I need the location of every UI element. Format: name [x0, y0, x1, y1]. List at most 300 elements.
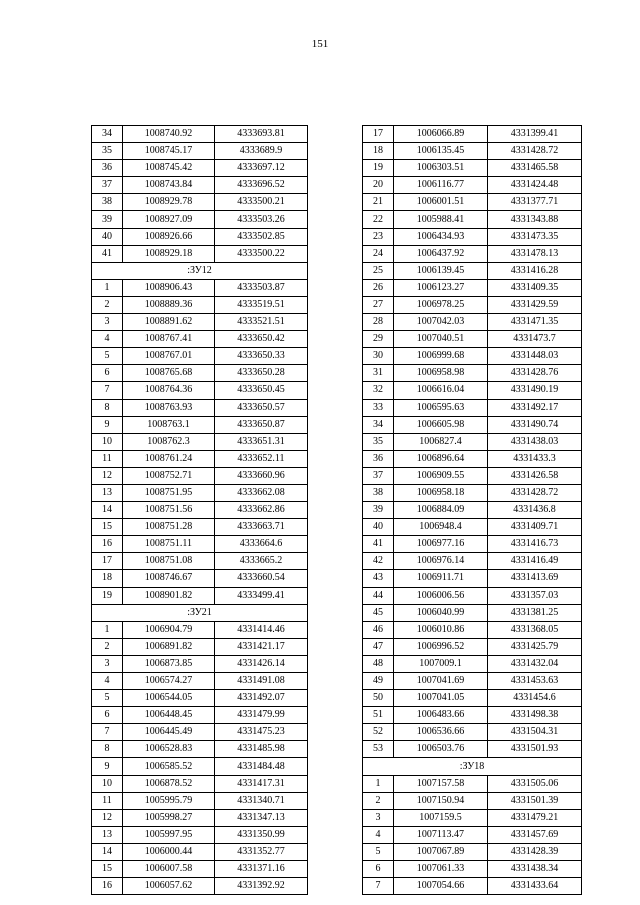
y-coordinate-cell: 4333502.85: [215, 228, 308, 245]
y-coordinate-cell: 4331433.64: [488, 878, 582, 895]
x-coordinate-cell: 1008767.01: [123, 348, 215, 365]
x-coordinate-cell: 1008891.62: [123, 314, 215, 331]
table-row: [92, 809, 308, 826]
x-coordinate-cell: 1007042.03: [394, 314, 488, 331]
x-coordinate-cell: 1006437.92: [394, 245, 488, 262]
point-number-cell: 18: [363, 143, 394, 160]
y-coordinate-cell: 4333651.31: [215, 433, 308, 450]
table-row: [92, 673, 308, 690]
y-coordinate-cell: 4333650.42: [215, 331, 308, 348]
y-coordinate-cell: 4333693.81: [215, 126, 308, 143]
point-number-cell: 19: [92, 587, 123, 604]
table-row: [92, 587, 308, 604]
point-number-cell: 51: [363, 707, 394, 724]
y-coordinate-cell: 4333650.33: [215, 348, 308, 365]
point-number-cell: 1: [92, 279, 123, 296]
point-number-cell: 13: [92, 484, 123, 501]
x-coordinate-cell: 1008752.71: [123, 467, 215, 484]
y-coordinate-cell: 4331492.07: [215, 690, 308, 707]
y-coordinate-cell: 4333503.87: [215, 279, 308, 296]
x-coordinate-cell: 1006483.66: [394, 707, 488, 724]
table-row: [363, 279, 582, 296]
x-coordinate-cell: 1007040.51: [394, 331, 488, 348]
y-coordinate-cell: 4333519.51: [215, 296, 308, 313]
table-row: [363, 382, 582, 399]
table-row: [363, 331, 582, 348]
y-coordinate-cell: 4331436.8: [488, 502, 582, 519]
table-row: [92, 416, 308, 433]
table-row: [363, 245, 582, 262]
y-coordinate-cell: 4331347.13: [215, 809, 308, 826]
table-row: [363, 604, 582, 621]
y-coordinate-cell: 4331479.99: [215, 707, 308, 724]
section-header-row: [92, 262, 308, 279]
point-number-cell: 2: [92, 638, 123, 655]
point-number-cell: 39: [363, 502, 394, 519]
x-coordinate-cell: 1007061.33: [394, 861, 488, 878]
table-row: [92, 399, 308, 416]
y-coordinate-cell: 4333660.54: [215, 570, 308, 587]
point-number-cell: 4: [92, 673, 123, 690]
table-row: [363, 536, 582, 553]
point-number-cell: 14: [92, 502, 123, 519]
point-number-cell: 2: [363, 792, 394, 809]
y-coordinate-cell: 4333500.22: [215, 245, 308, 262]
point-number-cell: 37: [363, 467, 394, 484]
point-number-cell: 50: [363, 690, 394, 707]
x-coordinate-cell: 1008929.18: [123, 245, 215, 262]
y-coordinate-cell: 4331490.19: [488, 382, 582, 399]
table-row: [363, 690, 582, 707]
point-number-cell: 29: [363, 331, 394, 348]
table-row: [363, 724, 582, 741]
table-row: [92, 143, 308, 160]
x-coordinate-cell: 1006448.45: [123, 707, 215, 724]
y-coordinate-cell: 4331350.99: [215, 826, 308, 843]
y-coordinate-cell: 4331471.35: [488, 314, 582, 331]
table-row: [363, 792, 582, 809]
point-number-cell: 2: [92, 296, 123, 313]
table-row: [92, 177, 308, 194]
x-coordinate-cell: 1007150.94: [394, 792, 488, 809]
point-number-cell: 39: [92, 211, 123, 228]
table-row: [92, 741, 308, 758]
table-row: [92, 570, 308, 587]
x-coordinate-cell: 1005988.41: [394, 211, 488, 228]
point-number-cell: 36: [92, 160, 123, 177]
y-coordinate-cell: 4331426.14: [215, 655, 308, 672]
y-coordinate-cell: 4333650.28: [215, 365, 308, 382]
point-number-cell: 34: [92, 126, 123, 143]
x-coordinate-cell: 1006978.25: [394, 296, 488, 313]
x-coordinate-cell: 1008761.24: [123, 450, 215, 467]
point-number-cell: 22: [363, 211, 394, 228]
point-number-cell: 11: [92, 450, 123, 467]
table-row: [363, 228, 582, 245]
point-number-cell: 3: [92, 314, 123, 331]
y-coordinate-cell: 4331490.74: [488, 416, 582, 433]
table-row: [363, 519, 582, 536]
x-coordinate-cell: 1008764.36: [123, 382, 215, 399]
table-row: [363, 809, 582, 826]
y-coordinate-cell: 4333696.52: [215, 177, 308, 194]
x-coordinate-cell: 1005997.95: [123, 826, 215, 843]
point-number-cell: 6: [363, 861, 394, 878]
x-coordinate-cell: 1008745.42: [123, 160, 215, 177]
point-number-cell: 12: [92, 809, 123, 826]
section-header-row: [363, 758, 582, 775]
y-coordinate-cell: 4331414.46: [215, 621, 308, 638]
y-coordinate-cell: 4333499.41: [215, 587, 308, 604]
point-number-cell: 17: [92, 553, 123, 570]
x-coordinate-cell: 1007159.5: [394, 809, 488, 826]
point-number-cell: 10: [92, 775, 123, 792]
x-coordinate-cell: 1006139.45: [394, 262, 488, 279]
point-number-cell: 3: [363, 809, 394, 826]
point-number-cell: 17: [363, 126, 394, 143]
x-coordinate-cell: 1007067.89: [394, 843, 488, 860]
table-row: [363, 433, 582, 450]
table-row: [363, 741, 582, 758]
y-coordinate-cell: 4331343.88: [488, 211, 582, 228]
x-coordinate-cell: 1006948.4: [394, 519, 488, 536]
y-coordinate-cell: 4331453.63: [488, 673, 582, 690]
x-coordinate-cell: 1008889.36: [123, 296, 215, 313]
y-coordinate-cell: 4331473.35: [488, 228, 582, 245]
x-coordinate-cell: 1006884.09: [394, 502, 488, 519]
x-coordinate-cell: 1008929.78: [123, 194, 215, 211]
y-coordinate-cell: 4331438.34: [488, 861, 582, 878]
x-coordinate-cell: 1008926.66: [123, 228, 215, 245]
y-coordinate-cell: 4333662.86: [215, 502, 308, 519]
point-number-cell: 42: [363, 553, 394, 570]
x-coordinate-cell: 1008751.11: [123, 536, 215, 553]
table-row: [92, 536, 308, 553]
point-number-cell: 5: [92, 690, 123, 707]
table-row: [92, 690, 308, 707]
y-coordinate-cell: 4331438.03: [488, 433, 582, 450]
point-number-cell: 9: [92, 758, 123, 775]
table-row: [363, 570, 582, 587]
y-coordinate-cell: 4331416.73: [488, 536, 582, 553]
point-number-cell: 20: [363, 177, 394, 194]
point-number-cell: 16: [92, 536, 123, 553]
page-number: 151: [311, 38, 329, 50]
point-number-cell: 3: [92, 655, 123, 672]
point-number-cell: 26: [363, 279, 394, 296]
x-coordinate-cell: 1006057.62: [123, 878, 215, 895]
y-coordinate-cell: 4331491.08: [215, 673, 308, 690]
y-coordinate-cell: 4333662.08: [215, 484, 308, 501]
point-number-cell: 38: [92, 194, 123, 211]
table-row: [363, 177, 582, 194]
y-coordinate-cell: 4331498.38: [488, 707, 582, 724]
x-coordinate-cell: 1008767.41: [123, 331, 215, 348]
point-number-cell: 13: [92, 826, 123, 843]
x-coordinate-cell: 1007157.58: [394, 775, 488, 792]
x-coordinate-cell: 1006544.05: [123, 690, 215, 707]
y-coordinate-cell: 4333650.87: [215, 416, 308, 433]
point-number-cell: 15: [92, 861, 123, 878]
point-number-cell: 40: [92, 228, 123, 245]
x-coordinate-cell: 1008763.93: [123, 399, 215, 416]
point-number-cell: 21: [363, 194, 394, 211]
y-coordinate-cell: 4331426.58: [488, 467, 582, 484]
table-row: [92, 655, 308, 672]
table-row: [92, 638, 308, 655]
point-number-cell: 40: [363, 519, 394, 536]
table-row: [363, 416, 582, 433]
point-number-cell: 24: [363, 245, 394, 262]
y-coordinate-cell: 4331421.17: [215, 638, 308, 655]
y-coordinate-cell: 4331428.76: [488, 365, 582, 382]
point-number-cell: 48: [363, 655, 394, 672]
x-coordinate-cell: 1008765.68: [123, 365, 215, 382]
point-number-cell: 41: [92, 245, 123, 262]
x-coordinate-cell: 1008763.1: [123, 416, 215, 433]
table-row: [92, 160, 308, 177]
y-coordinate-cell: 4331428.39: [488, 843, 582, 860]
x-coordinate-cell: 1006977.16: [394, 536, 488, 553]
point-number-cell: 35: [92, 143, 123, 160]
y-coordinate-cell: 4331479.21: [488, 809, 582, 826]
point-number-cell: 27: [363, 296, 394, 313]
table-row: [92, 758, 308, 775]
y-coordinate-cell: 4331505.06: [488, 775, 582, 792]
x-coordinate-cell: 1007009.1: [394, 655, 488, 672]
y-coordinate-cell: 4331416.28: [488, 262, 582, 279]
y-coordinate-cell: 4331428.72: [488, 484, 582, 501]
x-coordinate-cell: 1006827.4: [394, 433, 488, 450]
table-row: [92, 775, 308, 792]
table-row: [92, 792, 308, 809]
y-coordinate-cell: 4333664.6: [215, 536, 308, 553]
point-number-cell: 8: [92, 399, 123, 416]
point-number-cell: 36: [363, 450, 394, 467]
point-number-cell: 7: [92, 382, 123, 399]
x-coordinate-cell: 1006958.98: [394, 365, 488, 382]
table-row: [92, 314, 308, 331]
point-number-cell: 19: [363, 160, 394, 177]
table-row: [363, 450, 582, 467]
y-coordinate-cell: 4331485.98: [215, 741, 308, 758]
x-coordinate-cell: 1008751.08: [123, 553, 215, 570]
x-coordinate-cell: 1006999.68: [394, 348, 488, 365]
y-coordinate-cell: 4333650.57: [215, 399, 308, 416]
y-coordinate-cell: 4331381.25: [488, 604, 582, 621]
y-coordinate-cell: 4331417.31: [215, 775, 308, 792]
x-coordinate-cell: 1007041.05: [394, 690, 488, 707]
x-coordinate-cell: 1006010.86: [394, 621, 488, 638]
x-coordinate-cell: 1008927.09: [123, 211, 215, 228]
x-coordinate-cell: 1006585.52: [123, 758, 215, 775]
point-number-cell: 34: [363, 416, 394, 433]
x-coordinate-cell: 1006066.89: [394, 126, 488, 143]
x-coordinate-cell: 1006873.85: [123, 655, 215, 672]
x-coordinate-cell: 1006958.18: [394, 484, 488, 501]
table-row: [363, 502, 582, 519]
y-coordinate-cell: 4333663.71: [215, 519, 308, 536]
x-coordinate-cell: 1008751.56: [123, 502, 215, 519]
section-label: :ЗУ21: [92, 604, 308, 621]
table-row: [363, 861, 582, 878]
x-coordinate-cell: 1008743.84: [123, 177, 215, 194]
point-number-cell: 25: [363, 262, 394, 279]
x-coordinate-cell: 1006996.52: [394, 638, 488, 655]
y-coordinate-cell: 4333521.51: [215, 314, 308, 331]
point-number-cell: 6: [92, 365, 123, 382]
table-row: [363, 484, 582, 501]
point-number-cell: 11: [92, 792, 123, 809]
table-row: [92, 194, 308, 211]
section-label: :ЗУ18: [363, 758, 582, 775]
y-coordinate-cell: 4331484.48: [215, 758, 308, 775]
point-number-cell: 41: [363, 536, 394, 553]
table-row: [363, 467, 582, 484]
table-row: [363, 365, 582, 382]
x-coordinate-cell: 1006528.83: [123, 741, 215, 758]
coordinates-table-right: [362, 125, 582, 895]
point-number-cell: 15: [92, 519, 123, 536]
point-number-cell: 33: [363, 399, 394, 416]
y-coordinate-cell: 4333689.9: [215, 143, 308, 160]
x-coordinate-cell: 1006445.49: [123, 724, 215, 741]
table-row: [363, 262, 582, 279]
point-number-cell: 18: [92, 570, 123, 587]
y-coordinate-cell: 4331429.59: [488, 296, 582, 313]
x-coordinate-cell: 1006616.04: [394, 382, 488, 399]
section-label: :ЗУ12: [92, 262, 308, 279]
y-coordinate-cell: 4331433.3: [488, 450, 582, 467]
point-number-cell: 47: [363, 638, 394, 655]
table-row: [92, 126, 308, 143]
point-number-cell: 44: [363, 587, 394, 604]
x-coordinate-cell: 1007041.69: [394, 673, 488, 690]
y-coordinate-cell: 4331492.17: [488, 399, 582, 416]
x-coordinate-cell: 1008746.67: [123, 570, 215, 587]
point-number-cell: 37: [92, 177, 123, 194]
table-row: [363, 638, 582, 655]
point-number-cell: 43: [363, 570, 394, 587]
y-coordinate-cell: 4331409.71: [488, 519, 582, 536]
x-coordinate-cell: 1006904.79: [123, 621, 215, 638]
x-coordinate-cell: 1006116.77: [394, 177, 488, 194]
y-coordinate-cell: 4331392.92: [215, 878, 308, 895]
x-coordinate-cell: 1006896.64: [394, 450, 488, 467]
table-row: [92, 843, 308, 860]
y-coordinate-cell: 4331424.48: [488, 177, 582, 194]
x-coordinate-cell: 1006891.82: [123, 638, 215, 655]
x-coordinate-cell: 1006595.63: [394, 399, 488, 416]
point-number-cell: 23: [363, 228, 394, 245]
table-row: [92, 450, 308, 467]
point-number-cell: 7: [92, 724, 123, 741]
point-number-cell: 35: [363, 433, 394, 450]
y-coordinate-cell: 4331416.49: [488, 553, 582, 570]
table-row: [363, 621, 582, 638]
table-row: [92, 467, 308, 484]
table-row: [363, 655, 582, 672]
x-coordinate-cell: 1005995.79: [123, 792, 215, 809]
point-number-cell: 53: [363, 741, 394, 758]
table-row: [363, 878, 582, 895]
x-coordinate-cell: 1006605.98: [394, 416, 488, 433]
table-row: [92, 211, 308, 228]
y-coordinate-cell: 4333665.2: [215, 553, 308, 570]
point-number-cell: 4: [92, 331, 123, 348]
y-coordinate-cell: 4331371.16: [215, 861, 308, 878]
y-coordinate-cell: 4331409.35: [488, 279, 582, 296]
y-coordinate-cell: 4333652.11: [215, 450, 308, 467]
y-coordinate-cell: 4331475.23: [215, 724, 308, 741]
y-coordinate-cell: 4331368.05: [488, 621, 582, 638]
y-coordinate-cell: 4331454.6: [488, 690, 582, 707]
x-coordinate-cell: 1008745.17: [123, 143, 215, 160]
x-coordinate-cell: 1006503.76: [394, 741, 488, 758]
point-number-cell: 28: [363, 314, 394, 331]
point-number-cell: 52: [363, 724, 394, 741]
y-coordinate-cell: 4331377.71: [488, 194, 582, 211]
table-row: [92, 296, 308, 313]
x-coordinate-cell: 1008740.92: [123, 126, 215, 143]
y-coordinate-cell: 4331465.58: [488, 160, 582, 177]
x-coordinate-cell: 1008901.82: [123, 587, 215, 604]
x-coordinate-cell: 1007054.66: [394, 878, 488, 895]
y-coordinate-cell: 4331501.39: [488, 792, 582, 809]
table-row: [363, 826, 582, 843]
y-coordinate-cell: 4331413.69: [488, 570, 582, 587]
x-coordinate-cell: 1006536.66: [394, 724, 488, 741]
section-header-row: [92, 604, 308, 621]
x-coordinate-cell: 1006976.14: [394, 553, 488, 570]
y-coordinate-cell: 4333500.21: [215, 194, 308, 211]
point-number-cell: 5: [363, 843, 394, 860]
x-coordinate-cell: 1006574.27: [123, 673, 215, 690]
table-row: [363, 211, 582, 228]
point-number-cell: 30: [363, 348, 394, 365]
table-row: [92, 365, 308, 382]
y-coordinate-cell: 4331432.04: [488, 655, 582, 672]
table-row: [92, 433, 308, 450]
y-coordinate-cell: 4331457.69: [488, 826, 582, 843]
point-number-cell: 45: [363, 604, 394, 621]
table-row: [92, 228, 308, 245]
table-row: [92, 484, 308, 501]
point-number-cell: 46: [363, 621, 394, 638]
x-coordinate-cell: 1006040.99: [394, 604, 488, 621]
point-number-cell: 38: [363, 484, 394, 501]
x-coordinate-cell: 1006303.51: [394, 160, 488, 177]
x-coordinate-cell: 1006909.55: [394, 467, 488, 484]
x-coordinate-cell: 1006911.71: [394, 570, 488, 587]
point-number-cell: 10: [92, 433, 123, 450]
point-number-cell: 1: [92, 621, 123, 638]
x-coordinate-cell: 1006135.45: [394, 143, 488, 160]
x-coordinate-cell: 1006878.52: [123, 775, 215, 792]
y-coordinate-cell: 4331357.03: [488, 587, 582, 604]
table-row: [363, 775, 582, 792]
point-number-cell: 14: [92, 843, 123, 860]
point-number-cell: 12: [92, 467, 123, 484]
y-coordinate-cell: 4331478.13: [488, 245, 582, 262]
table-row: [92, 382, 308, 399]
y-coordinate-cell: 4331340.71: [215, 792, 308, 809]
point-number-cell: 31: [363, 365, 394, 382]
table-row: [92, 826, 308, 843]
y-coordinate-cell: 4333650.45: [215, 382, 308, 399]
y-coordinate-cell: 4333697.12: [215, 160, 308, 177]
x-coordinate-cell: 1006123.27: [394, 279, 488, 296]
